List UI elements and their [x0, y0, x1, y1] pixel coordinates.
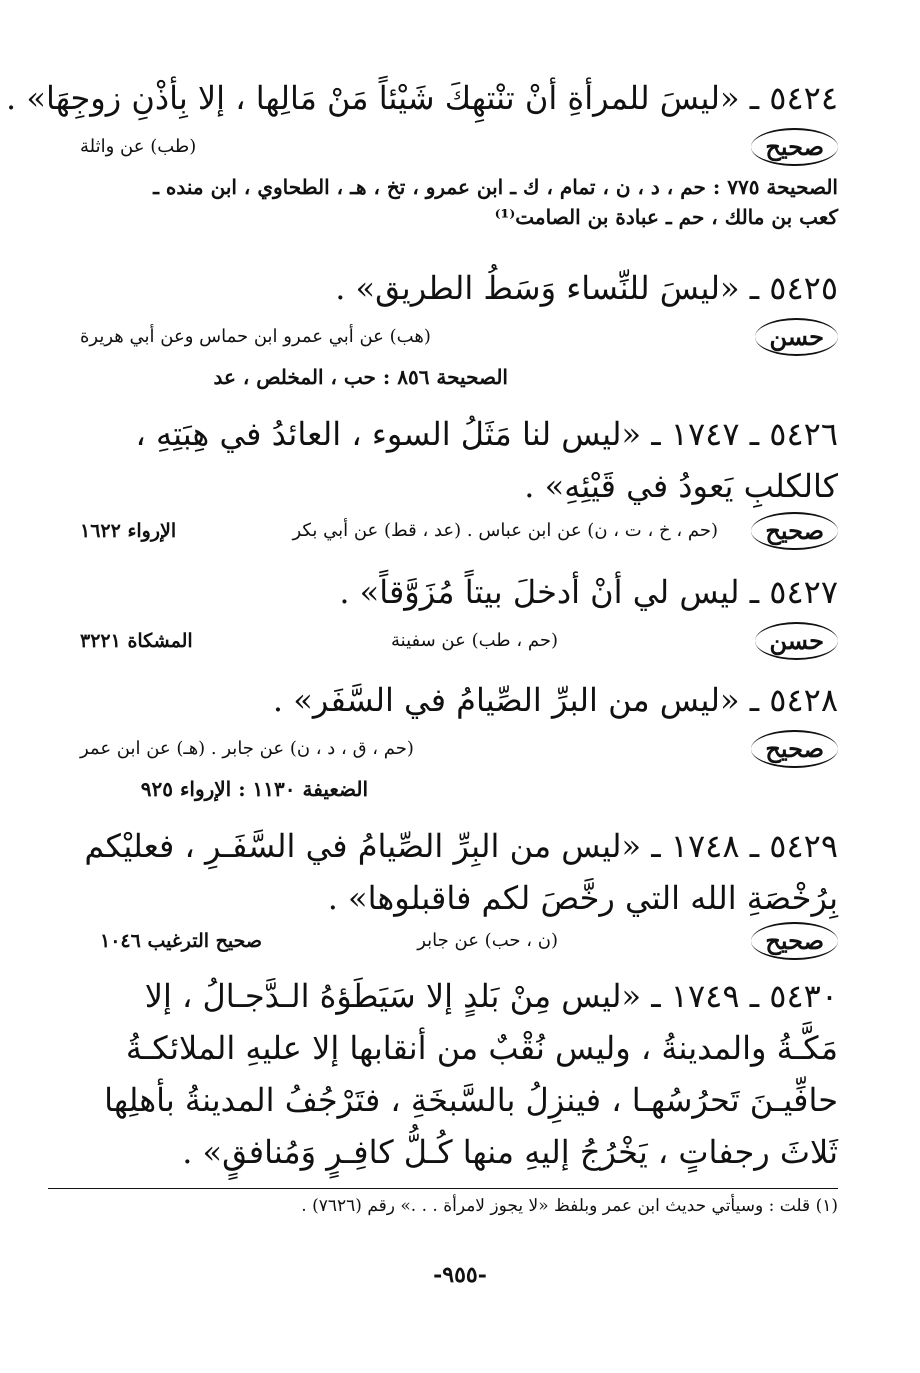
- hadith-entry: [80, 820, 838, 924]
- hadith-text: ٥٤٢٤ ـ «ليسَ للمرأةِ أنْ تنْتهِكَ شَيْئاً مَنْ مَالِها ، إلا بِأذْنِ زوجِهَا» .: [6, 79, 838, 117]
- hadith-entry: [6, 74, 838, 122]
- grade-badge: صحيح: [751, 128, 838, 166]
- hadith-text: ٥٤٢٥ ـ «ليسَ للنِّساء وَسَطُ الطريق» .: [335, 269, 838, 307]
- hadith-entry: [80, 264, 838, 312]
- reference-line: الصحيحة ٧٧٥ : حم ، د ، ن ، تمام ، ك ـ ابن عمرو ، تخ ، هـ ، الطحاوي ، ابن منده ـ: [153, 175, 838, 199]
- hadith-text: ٥٤٢٦ ـ ١٧٤٧ ـ «ليس لنا مَثَلُ السوء ، العائدُ في هِبَتِهِ ، كالكلبِ يَعودُ في قَيْئِهِ» .: [135, 415, 838, 505]
- reference-line: الصحيحة ٨٥٦ : حب ، المخلص ، عد: [213, 365, 508, 389]
- hadith-text: ٥٤٣٠ ـ ١٧٤٩ ـ «ليس مِنْ بَلدٍ إلا سَيَطَؤهُ الـدَّجـالُ ، إلا مَكَّـةُ والمدينةُ ، وليس نُقْبٌ من أنقابها إلا عليهِ الملائكـةُ حافِّيـنَ تَحرُسُهـا ، فينزِلُ بالسَّبخَةِ ، فتَرْجُفُ المدينةُ بأهلِها ثَلاثَ رجفاتٍ ، يَخْرُجُ إليهِ منها كُـلُّ كافِـرٍ وَمُنافقٍ» .: [104, 977, 838, 1171]
- reference-line: كعب بن مالك ، حم ـ عبادة بن الصامت⁽¹⁾: [494, 205, 838, 229]
- footnote-divider: [48, 1188, 838, 1189]
- hadith-entry: [80, 676, 838, 724]
- page-number: -٩٥٥-: [433, 1262, 487, 1288]
- hadith-meta: [80, 512, 838, 552]
- grade-badge: حسن: [755, 318, 838, 356]
- hadith-text: ٥٤٢٩ ـ ١٧٤٨ ـ «ليس من البِرِّ الصِّيامُ في السَّفَـرِ ، فعليْكم بِرُخْصَةِ الله التي رخَّصَ لكم فاقبلوها» .: [84, 827, 838, 917]
- footnote: (١) قلت : وسيأتي حديث ابن عمر وبلفظ «لا يجوز لامرأة . . .» رقم (٧٦٢٦) .: [301, 1196, 838, 1216]
- hadith-source: (هب) عن أبي عمرو ابن حماس وعن أبي هريرة: [80, 326, 431, 347]
- hadith-source: (ن ، حب) عن جابر: [417, 930, 558, 951]
- hadith-source: (حم ، خ ، ت ، ن) عن ابن عباس . (عد ، قط) عن أبي بكر: [292, 520, 718, 541]
- grade-badge: حسن: [755, 622, 838, 660]
- hadith-source: (طب) عن واثلة: [80, 136, 197, 157]
- hadith-references: [80, 362, 838, 392]
- grade-badge: صحيح: [751, 512, 838, 550]
- grade-badge: صحيح: [751, 730, 838, 768]
- hadith-reference: المشكاة ٣٢٢١: [80, 630, 193, 652]
- hadith-meta: [80, 318, 838, 358]
- hadith-entry: [80, 568, 838, 616]
- hadith-references: [80, 774, 838, 804]
- hadith-meta: [80, 922, 838, 962]
- hadith-meta: [80, 622, 838, 662]
- hadith-meta: [80, 128, 838, 168]
- grade-badge: صحيح: [751, 922, 838, 960]
- hadith-text: ٥٤٢٨ ـ «ليس من البرِّ الصِّيامُ في السَّفَر» .: [272, 681, 838, 719]
- hadith-meta: [80, 730, 838, 770]
- hadith-reference: الإرواء ١٦٢٢: [80, 520, 177, 542]
- reference-line: الضعيفة ١١٣٠ : الإرواء ٩٢٥: [140, 777, 368, 801]
- hadith-entry: [80, 408, 838, 512]
- hadith-source: (حم ، طب) عن سفينة: [391, 630, 558, 651]
- hadith-source: (حم ، ق ، د ، ن) عن جابر . (هـ) عن ابن عمر: [80, 738, 414, 759]
- hadith-reference: صحيح الترغيب ١٠٤٦: [100, 930, 263, 952]
- hadith-entry: [80, 970, 838, 1178]
- hadith-references: [80, 172, 838, 232]
- hadith-text: ٥٤٢٧ ـ ليس لي أنْ أدخلَ بيتاً مُزَوَّقاً» .: [339, 573, 838, 611]
